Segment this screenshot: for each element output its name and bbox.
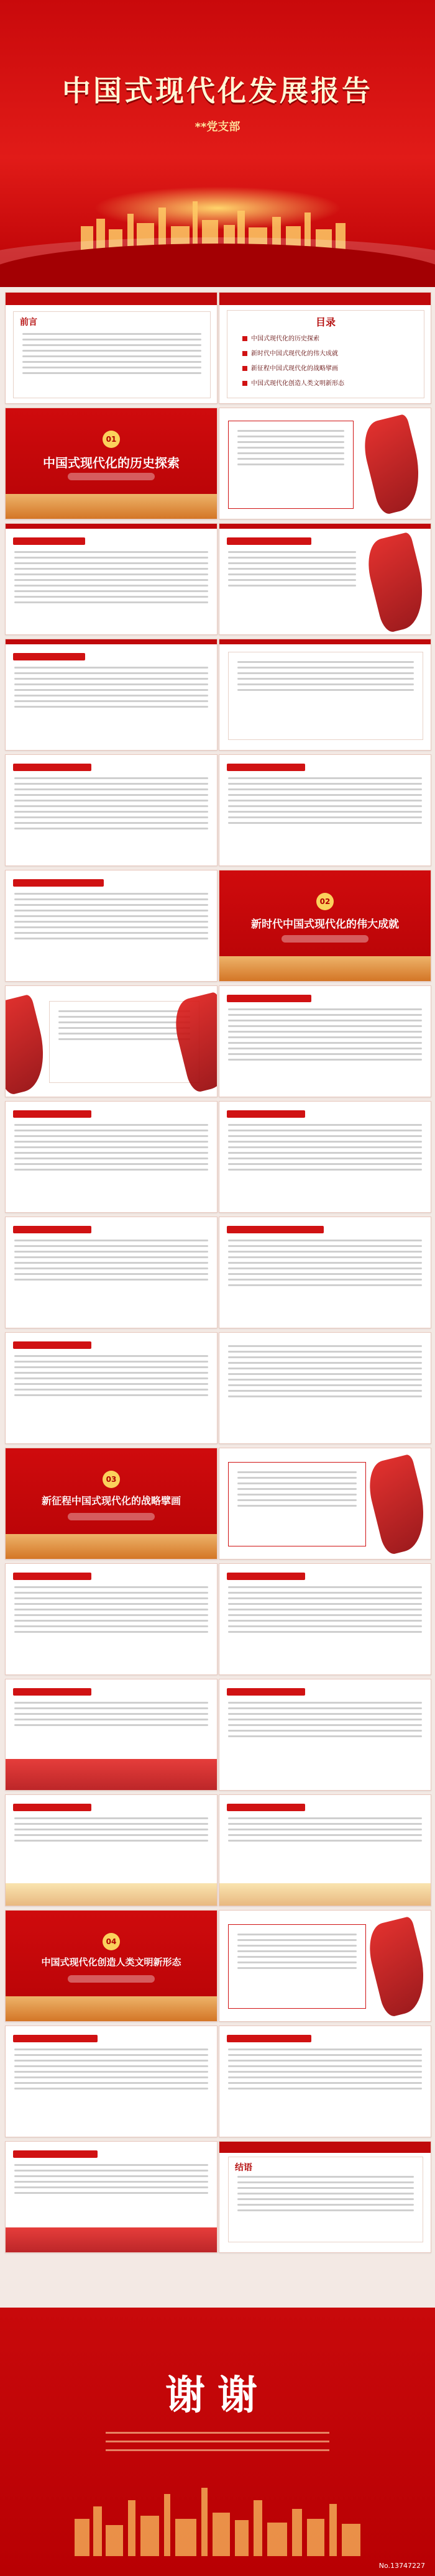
content-slide: [5, 523, 218, 635]
toc-heading: 目录: [315, 316, 336, 328]
chapter-2-cover: [219, 870, 431, 982]
content-slide: [5, 2026, 218, 2137]
chapter-4-title: 中国式现代化创造人类文明新形态: [41, 1957, 181, 1968]
preface-slide: [5, 292, 218, 404]
content-slide: [219, 1332, 431, 1444]
chapter-3-number: 03: [103, 1471, 120, 1488]
chapter-4-number: 04: [103, 1933, 120, 1950]
content-slide: [5, 1563, 218, 1675]
chapter-1-number: 01: [103, 431, 120, 448]
content-slide: [219, 985, 431, 1097]
chapter-4-cover: [5, 1910, 218, 2022]
content-slide: [5, 1332, 218, 1444]
content-slide: [219, 1679, 431, 1791]
content-slide: [5, 870, 218, 982]
toc-item-2: 新时代中国式现代化的伟大成就: [251, 350, 338, 357]
cover-slide: [0, 0, 435, 287]
content-slide: [219, 523, 431, 635]
toc-item-4: 中国式现代化创造人类文明新形态: [251, 380, 344, 387]
content-slide: [219, 1794, 431, 1906]
content-slide: [5, 639, 218, 751]
cover-subtitle: **党支部: [195, 121, 240, 134]
toc-item-3: 新征程中国式现代化的战略擘画: [251, 365, 338, 372]
skyline-icon: [68, 2482, 367, 2556]
chapter-1-title: 中国式现代化的历史探索: [43, 455, 180, 470]
content-slide: [219, 639, 431, 751]
cover-title: 中国式现代化发展报告: [62, 74, 373, 107]
thanks-text: 谢谢: [165, 2373, 270, 2419]
content-slide: [219, 754, 431, 866]
content-slide: [219, 1217, 431, 1328]
content-slide: [219, 1563, 431, 1675]
content-slide: [5, 2141, 218, 2253]
thanks-slide: [0, 2308, 435, 2576]
content-slide: [5, 1794, 218, 1906]
content-slide: [219, 1101, 431, 1213]
chapter-2-number: 02: [316, 893, 334, 910]
toc-slide: [219, 292, 431, 404]
content-slide: [219, 1448, 431, 1560]
conclusion-slide: [219, 2141, 431, 2253]
content-slide: [5, 1217, 218, 1328]
content-slide: [219, 408, 431, 519]
chapter-1-cover: [5, 408, 218, 519]
toc-item-1: 中国式现代化的历史探索: [251, 336, 319, 342]
watermark-id: No.13747227: [378, 2562, 425, 2570]
content-slide: [219, 2026, 431, 2137]
preface-heading: 前言: [20, 317, 37, 327]
content-slide: [219, 1910, 431, 2022]
content-slide: [5, 754, 218, 866]
chapter-2-title: 新时代中国式现代化的伟大成就: [251, 918, 399, 931]
content-slide: [5, 985, 218, 1097]
chapter-3-cover: [5, 1448, 218, 1560]
content-slide: [5, 1101, 218, 1213]
content-slide: [5, 1679, 218, 1791]
conclusion-heading: 结语: [235, 2163, 252, 2173]
chapter-3-title: 新征程中国式现代化的战略擘画: [41, 1495, 181, 1507]
